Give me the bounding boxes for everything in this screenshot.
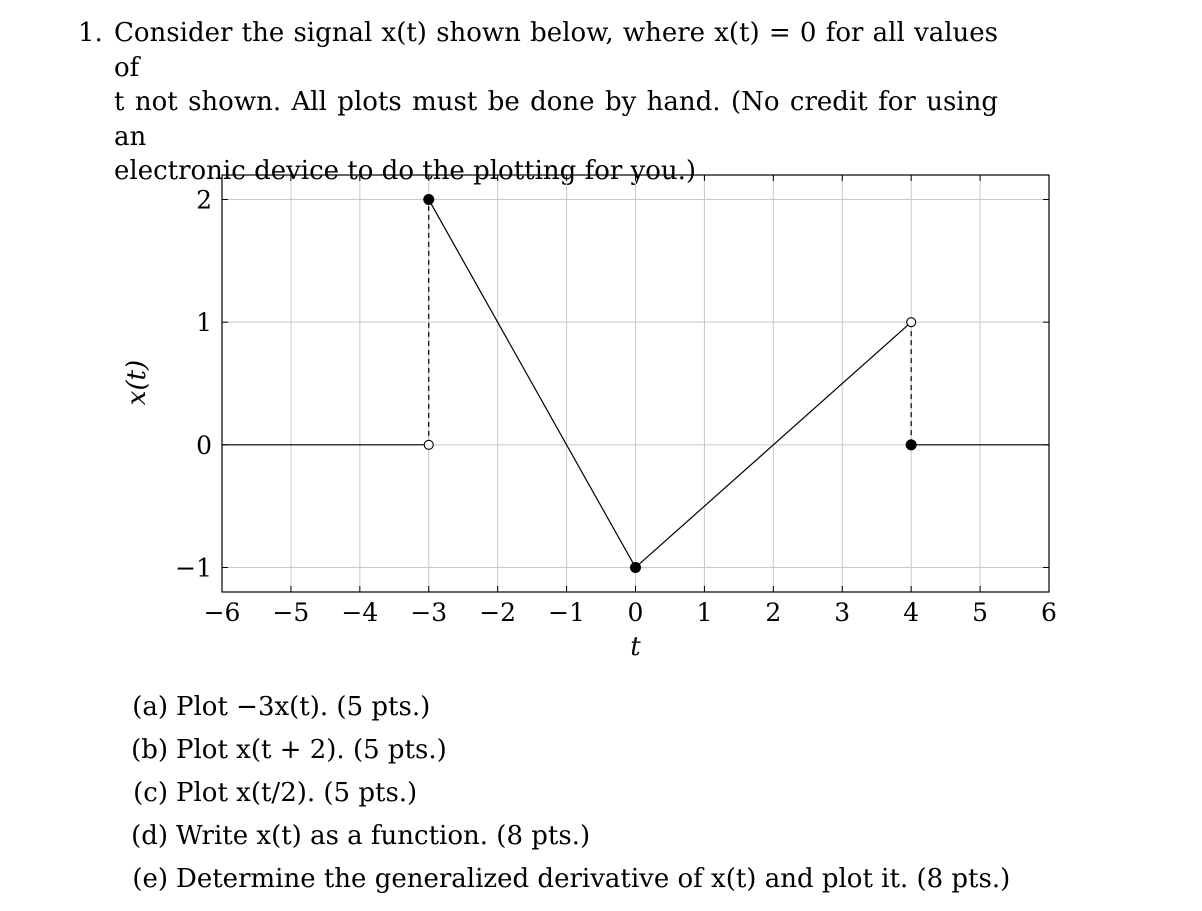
problem-line: Consider the signal x(t) shown below, where x(t) = 0 for all values of [114, 18, 998, 83]
part-label: (d) [131, 821, 168, 851]
part-label: (b) [131, 735, 168, 765]
x-tick-label: −4 [341, 598, 379, 627]
y-tick-label: 0 [196, 430, 212, 460]
x-tick-label: −1 [548, 598, 586, 627]
signal-segment [429, 200, 636, 568]
part-text: Write x(t) as a function. (8 pts.) [176, 821, 591, 851]
part-c [124, 772, 1010, 815]
x-tick-label: 2 [765, 598, 782, 627]
x-tick-label: 5 [972, 598, 989, 627]
part-b [124, 729, 1010, 772]
filled-point [424, 195, 434, 205]
open-point [907, 318, 916, 327]
x-tick-label: −6 [203, 598, 241, 627]
problem-line: electronic device to do the plotting for you.) [114, 156, 697, 186]
part-label: (a) [132, 692, 168, 722]
question-parts [124, 686, 1010, 901]
x-axis-label: t [630, 632, 641, 662]
y-tick-label: 1 [196, 308, 212, 338]
x-tick-label: −5 [272, 598, 310, 627]
part-a [124, 686, 1010, 729]
open-point [424, 440, 433, 449]
y-tick-label: −1 [175, 553, 212, 583]
part-label: (e) [132, 864, 168, 894]
filled-point [631, 562, 641, 572]
x-tick-label: 3 [834, 598, 851, 627]
x-tick-label: −2 [479, 598, 517, 627]
y-tick-label: 2 [196, 185, 212, 215]
x-tick-label: 6 [1041, 598, 1057, 627]
x-tick-label: 4 [903, 598, 920, 627]
filled-point [906, 440, 916, 450]
y-axis-label: x(t) [122, 359, 152, 406]
part-d [124, 815, 1010, 858]
problem-line: t not shown. All plots must be done by hand. (No credit for using an [114, 87, 998, 152]
x-tick-label: 1 [696, 598, 713, 627]
x-tick-label: 0 [627, 598, 644, 627]
part-text: Determine the generalized derivative of x(t) and plot it. (8 pts.) [176, 864, 1011, 894]
problem-number: 1. [78, 18, 103, 48]
part-text: Plot −3x(t). (5 pts.) [176, 692, 431, 722]
part-label: (c) [133, 778, 168, 808]
part-e [124, 858, 1010, 901]
part-text: Plot x(t + 2). (5 pts.) [176, 735, 447, 765]
part-text: Plot x(t/2). (5 pts.) [176, 778, 418, 808]
x-tick-label: −3 [410, 598, 448, 627]
